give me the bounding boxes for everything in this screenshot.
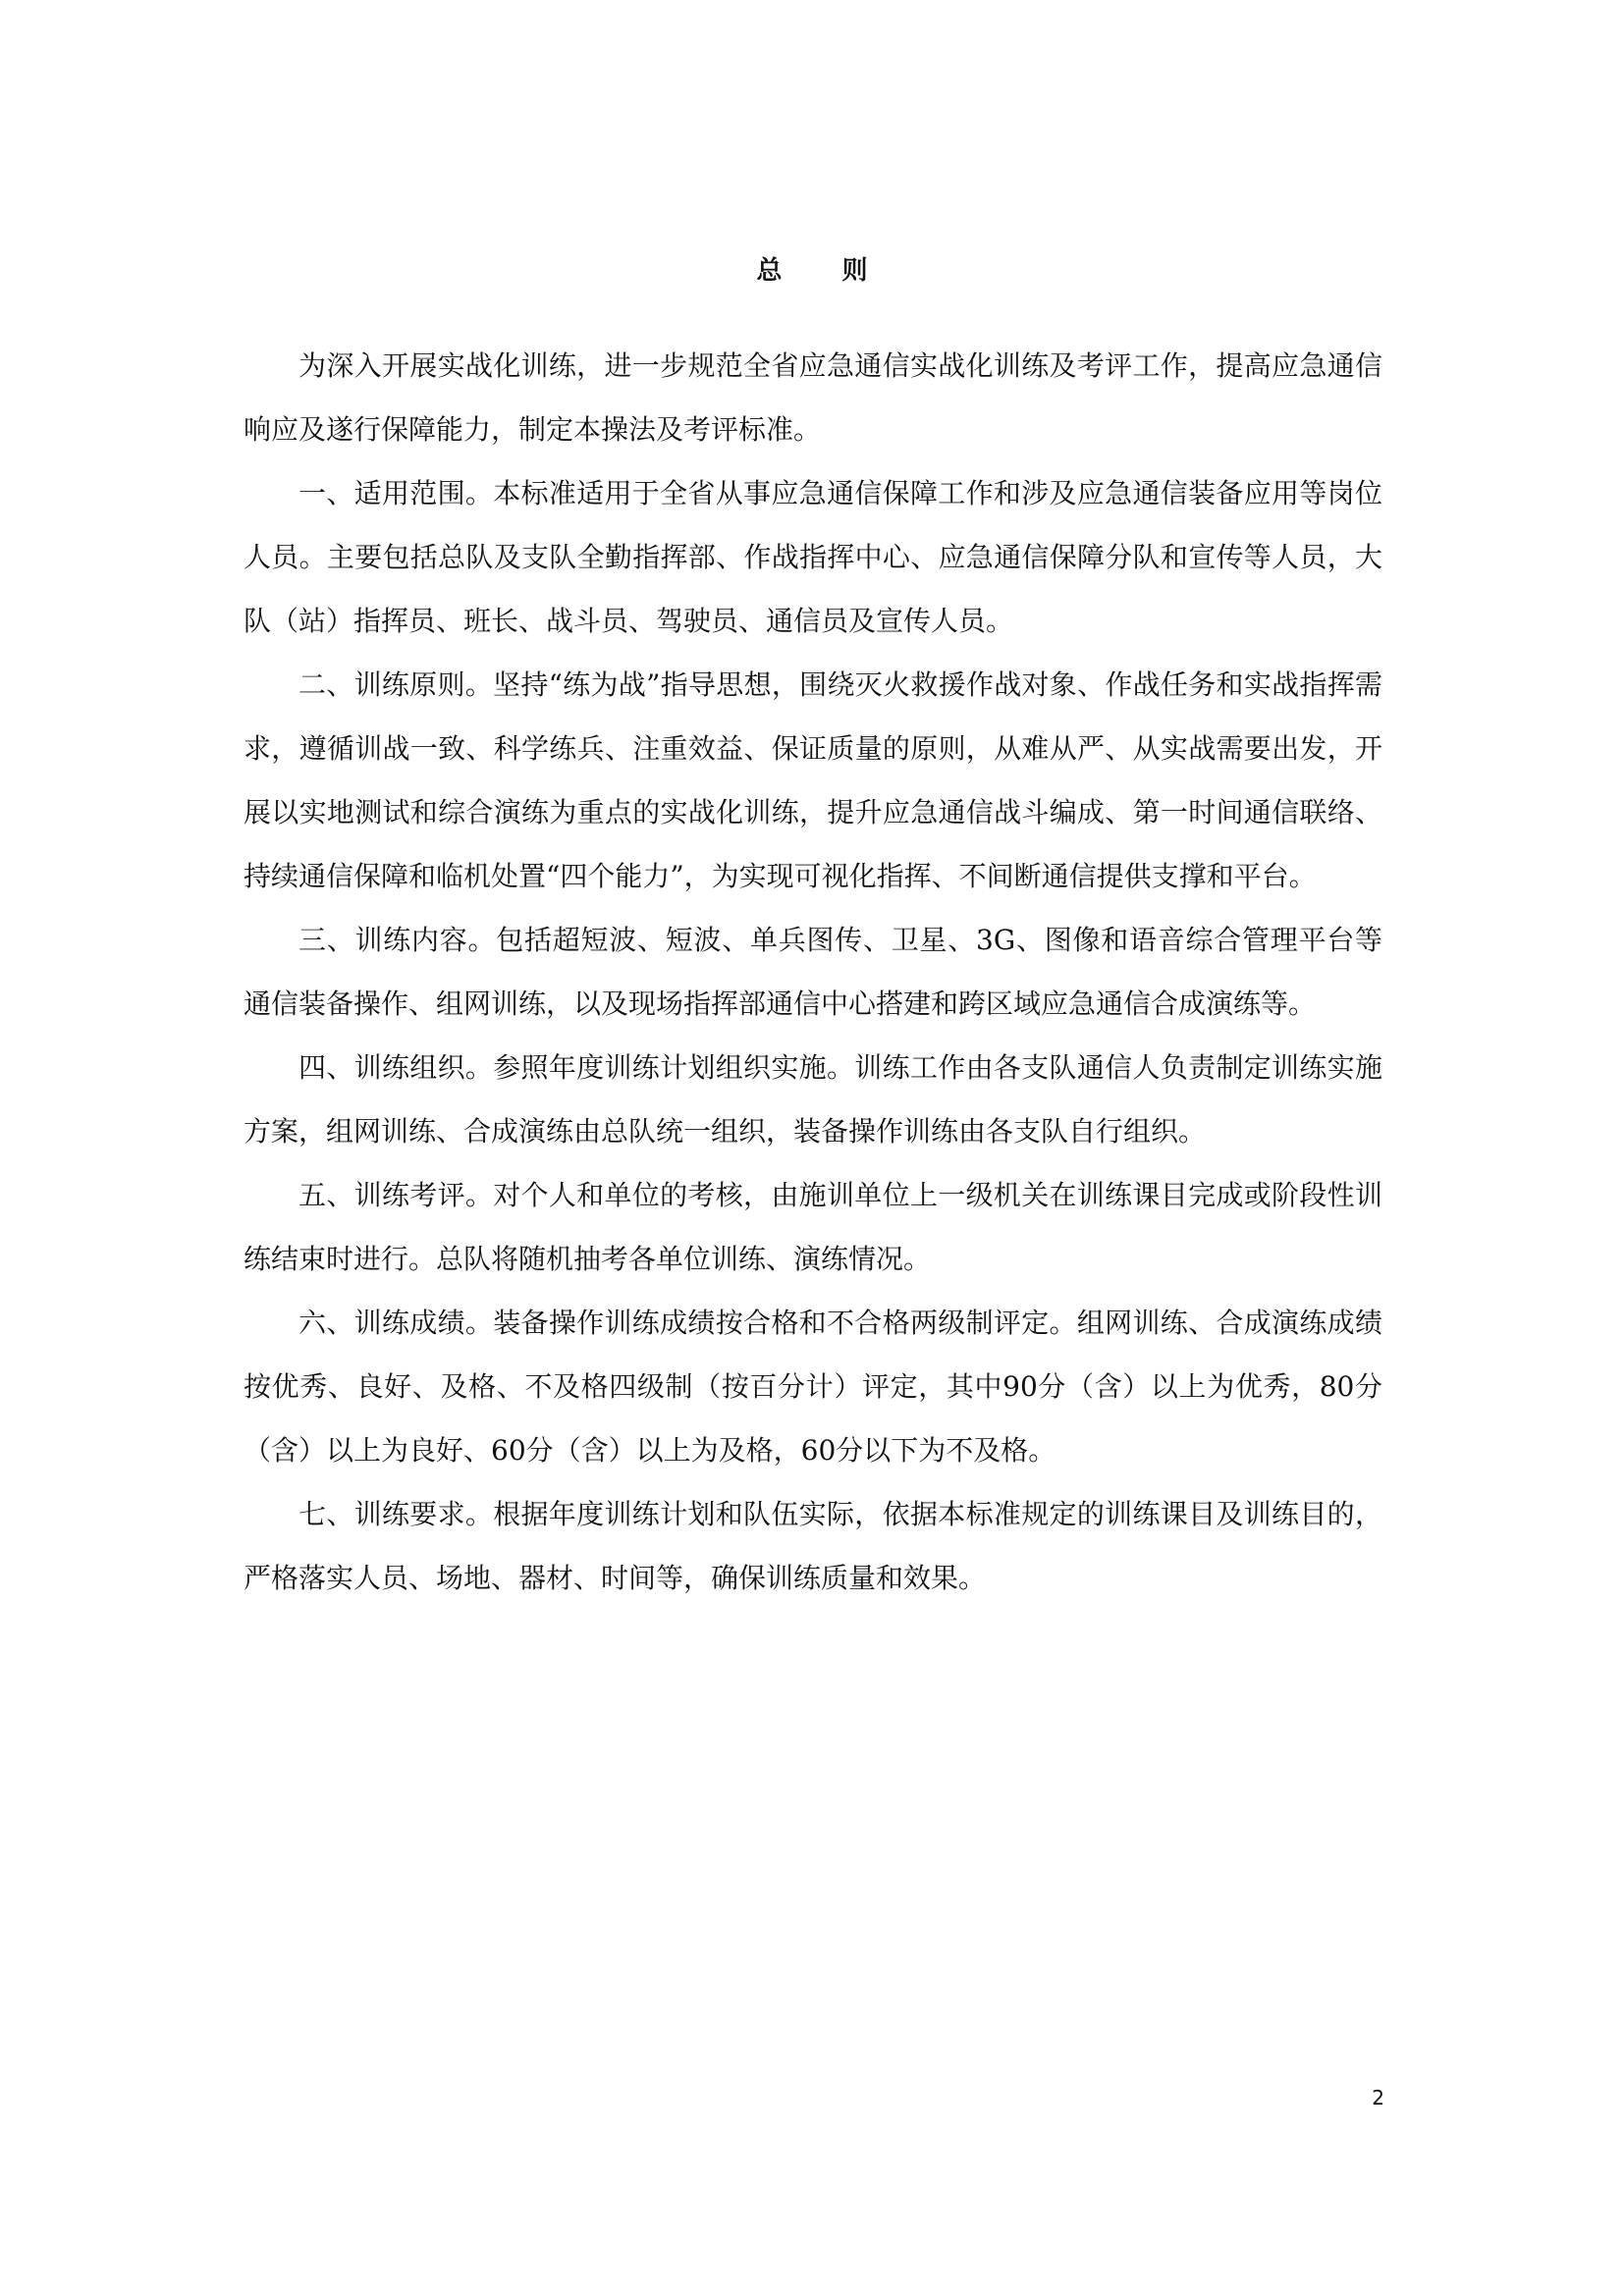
paragraph-organization: 四、训练组织。参照年度训练计划组织实施。训练工作由各支队通信人负责制定训练实施方案，组网训练、合成演练由总队统一组织，装备操作训练由各支队自行组织。 <box>244 1051 1382 1148</box>
paragraph-content: 三、训练内容。包括超短波、短波、单兵图传、卫星、3G、图像和语音综合管理平台等通信装备操作、组网训练，以及现场指挥部通信中心搭建和跨区域应急通信合成演练等。 <box>244 924 1382 1020</box>
page-title: 总 则 <box>756 256 893 286</box>
paragraph-scope: 一、适用范围。本标准适用于全省从事应急通信保障工作和涉及应急通信装备应用等岗位人员。主要包括总队及支队全勤指挥部、作战指挥中心、应急通信保障分队和宣传等人员，大队（站）指挥员、班长、战斗员、驾驶员、通信员及宣传人员。 <box>244 477 1382 637</box>
paragraph-evaluation: 五、训练考评。对个人和单位的考核，由施训单位上一级机关在训练课目完成或阶段性训练结束时进行。总队将随机抽考各单位训练、演练情况。 <box>244 1179 1382 1275</box>
page-number: 2 <box>1372 2086 1384 2109</box>
paragraph-principles: 二、训练原则。坚持“练为战”指导思想，围绕灭火救援作战对象、作战任务和实战指挥需求，遵循训战一致、科学练兵、注重效益、保证质量的原则，从难从严、从实战需要出发，开展以实地测试和综合演练为重点的实战化训练，提升应急通信战斗编成、第一时间通信联络、持续通信保障和临机处置“四个能力”，为实现可视化指挥、不间断通信提供支撑和平台。 <box>244 668 1382 892</box>
paragraph-scores: 六、训练成绩。装备操作训练成绩按合格和不合格两级制评定。组网训练、合成演练成绩按优秀、良好、及格、不及格四级制（按百分计）评定，其中90分（含）以上为优秀，80分（含）以上为良好、60分（含）以上为及格，60分以下为不及格。 <box>244 1307 1382 1467</box>
document-body <box>244 334 1382 1610</box>
paragraph-requirements: 七、训练要求。根据年度训练计划和队伍实际，依据本标准规定的训练课目及训练目的，严格落实人员、场地、器材、时间等，确保训练质量和效果。 <box>244 1498 1382 1594</box>
paragraph-intro: 为深入开展实战化训练，进一步规范全省应急通信实战化训练及考评工作，提高应急通信响应及遂行保障能力，制定本操法及考评标准。 <box>244 349 1382 446</box>
